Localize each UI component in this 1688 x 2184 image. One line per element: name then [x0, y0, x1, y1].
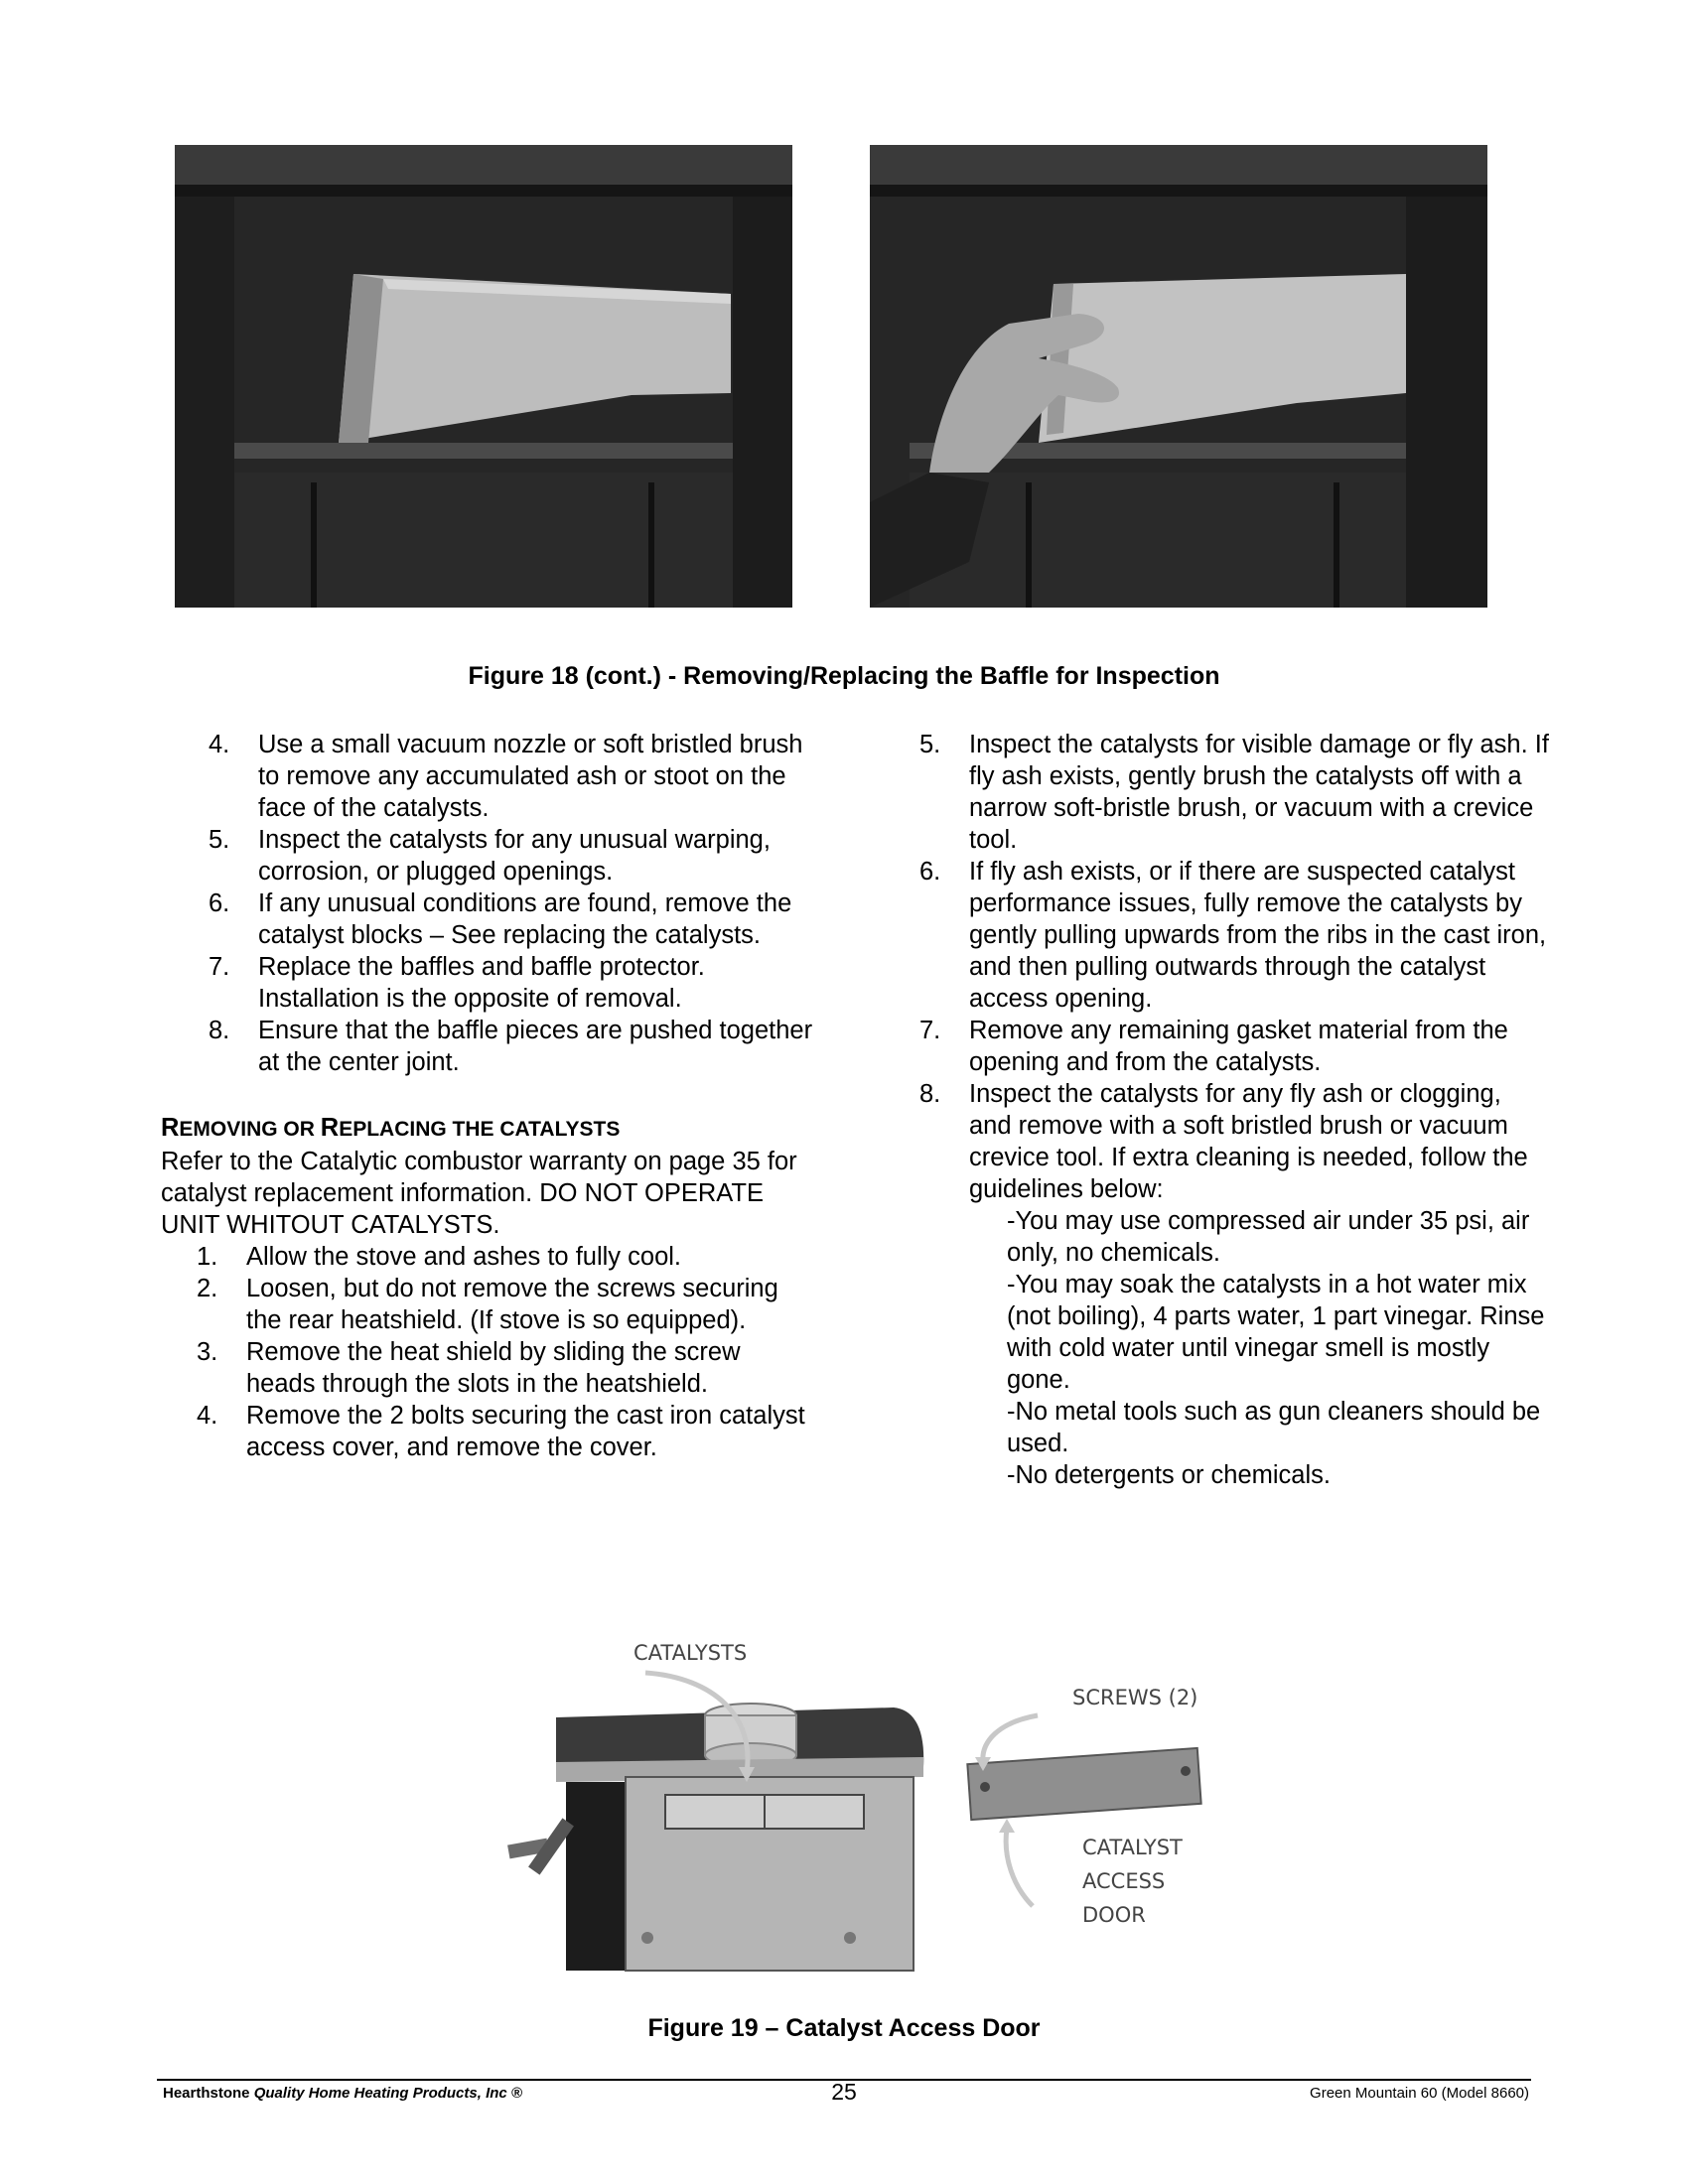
list-item: 7. Replace the baffles and baffle protector. Installation is the opposite of removal. [209, 953, 705, 1013]
catalyst-access-door-diagram [496, 1618, 1231, 1976]
door-arrow [1006, 1829, 1033, 1906]
right-column [914, 729, 1549, 1491]
list-item: 3. Remove the heat shield by sliding the screw heads through the slots in the heatshield. [197, 1338, 741, 1398]
cleaning-guidelines [914, 1205, 1549, 1491]
stove-illustration [507, 1704, 923, 1971]
left-column [161, 729, 816, 1463]
screws-arrow [983, 1715, 1038, 1762]
guideline-item: -No metal tools such as gun cleaners should be used. [1007, 1398, 1541, 1457]
baffle-inspection-steps [161, 729, 816, 1078]
catalysts-label: CATALYSTS [633, 1641, 748, 1665]
list-item: 5. Inspect the catalysts for visible damage or fly ash. If fly ash exists, gently brush the catalysts off with a narrow soft-bristle brush, or vacuum with a crevice tool. [919, 731, 1549, 854]
list-item: 2. Loosen, but do not remove the screws securing the rear heatshield. (If stove is so equipped). [197, 1275, 778, 1334]
baffle-photo-left [175, 145, 792, 608]
list-item: 4. Use a small vacuum nozzle or soft bristled brush to remove any accumulated ash or stoot on the face of the catalysts. [209, 731, 803, 822]
guideline-item: -You may soak the catalysts in a hot water mix (not boiling), 4 parts water, 1 part vinegar. Rinse with cold water until vinegar smell is mostly gone. [1007, 1271, 1545, 1394]
list-item: 6. If any unusual conditions are found, remove the catalyst blocks – See replacing the catalysts. [209, 889, 792, 949]
section-intro: Refer to the Catalytic combustor warranty on page 35 for catalyst replacement information. DO NOT OPERATE UNIT WHITOUT CATALYSTS. [161, 1148, 797, 1239]
page-number: 25 [831, 2079, 857, 2105]
guideline-item: -You may use compressed air under 35 psi, air only, no chemicals. [1007, 1207, 1530, 1267]
list-item: 6. If fly ash exists, or if there are suspected catalyst performance issues, fully remove the catalysts by gently pulling upwards from the ribs in the cast iron, and then pulling outwards through the catalyst access opening. [919, 858, 1547, 1013]
catalyst-removal-steps [161, 1241, 816, 1463]
section-heading: REMOVING OR REPLACING THE CATALYSTS [161, 1114, 621, 1142]
baffle-photo-right [870, 145, 1487, 608]
screws-label: SCREWS (2) [1072, 1686, 1198, 1709]
figure-18-caption: Figure 18 (cont.) - Removing/Replacing the Baffle for Inspection [468, 662, 1220, 690]
footer-company: Hearthstone Quality Home Heating Products, Inc ® [163, 2085, 522, 2102]
footer-model: Green Mountain 60 (Model 8660) [1310, 2085, 1529, 2102]
list-item: 5. Inspect the catalysts for any unusual warping, corrosion, or plugged openings. [209, 826, 771, 886]
figure-19-caption: Figure 19 – Catalyst Access Door [647, 2014, 1041, 2042]
list-item: 4. Remove the 2 bolts securing the cast iron catalyst access cover, and remove the cover. [197, 1402, 805, 1461]
list-item: 1. Allow the stove and ashes to fully cool. [197, 1243, 681, 1271]
list-item: 8. Ensure that the baffle pieces are pushed together at the center joint. [209, 1017, 813, 1076]
door-label-line3: DOOR [1082, 1903, 1146, 1927]
door-label-line2: ACCESS [1082, 1869, 1166, 1893]
door-label-line1: CATALYST [1082, 1836, 1183, 1859]
catalyst-access-door [967, 1748, 1200, 1820]
list-item: 8. Inspect the catalysts for any fly ash or clogging, and remove with a soft bristled brush or vacuum crevice tool. If extra cleaning is needed, follow the guidelines below: [919, 1080, 1528, 1203]
guideline-item: -No detergents or chemicals. [1007, 1461, 1331, 1489]
catalyst-inspection-steps [914, 729, 1549, 1205]
list-item: 7. Remove any remaining gasket material from the opening and from the catalysts. [919, 1017, 1508, 1076]
